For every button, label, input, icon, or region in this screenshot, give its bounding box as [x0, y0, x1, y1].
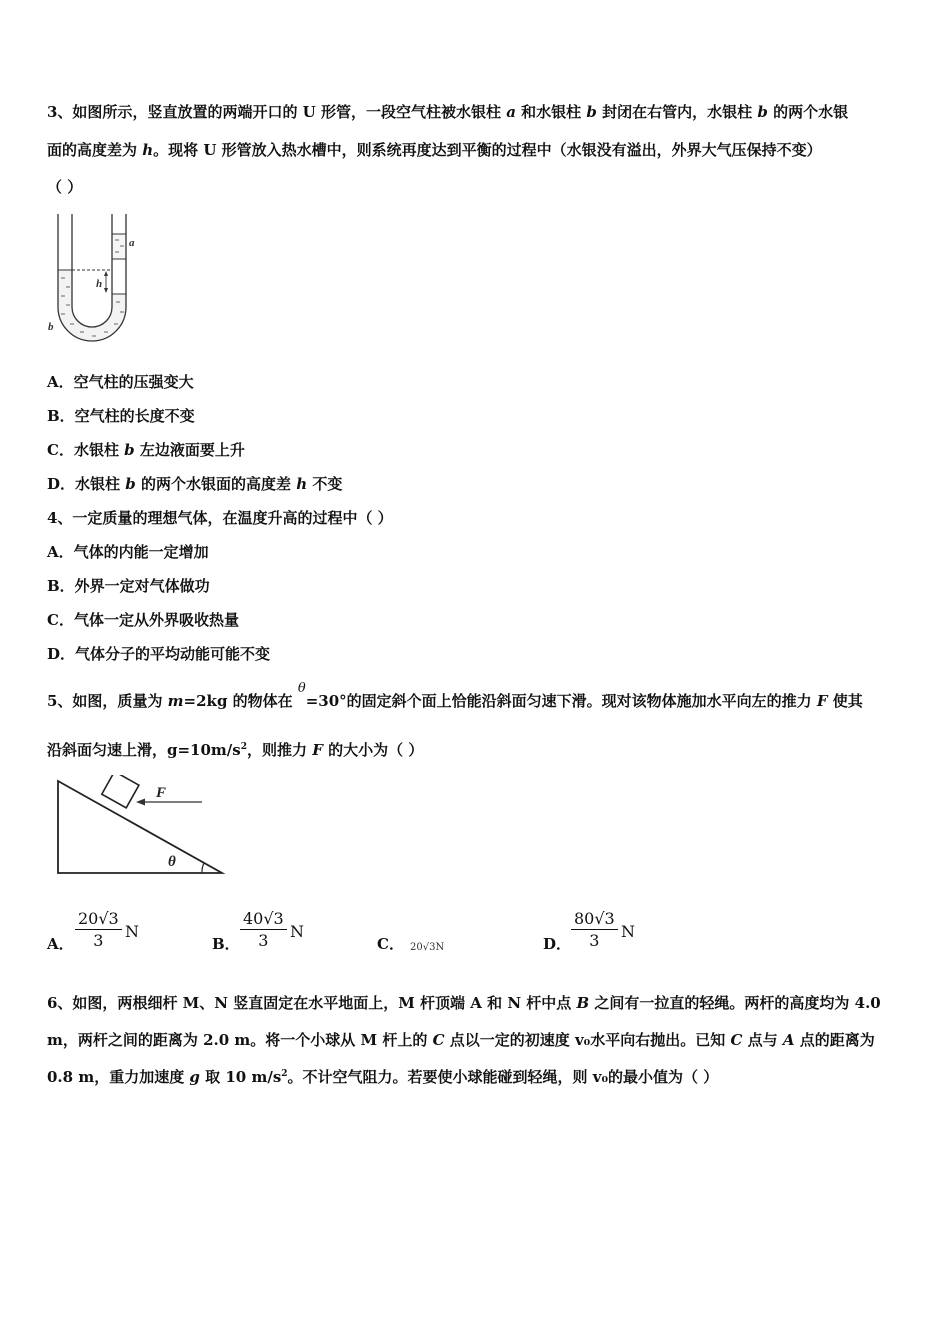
q3-stem-line1: 3、如图所示，竖直放置的两端开口的 U 形管，一段空气柱被水银柱 a 和水银柱 b 封闭在右管内，水银柱 b 的两个水银: [47, 103, 849, 121]
force-arrowhead: [136, 799, 145, 806]
label-F: F: [156, 785, 167, 801]
q5-option-c-label[interactable]: C．: [377, 935, 404, 953]
q5-stem-line2: 沿斜面匀速上滑，$g=10m/s^2$，则推力 F 的大小为（ ）: [47, 741, 424, 759]
block: [102, 775, 139, 808]
q5-stem-line1: 5、如图，质量为 m=2kg 的物体在 θ=30°的固定斜个面上恰能沿斜面匀速下滑。现对该物体施加水平向左的推力 F 使其: [47, 681, 863, 710]
q6-stem-line2: m，两杆之间的距离为 2.0 m。将一个小球从 M 杆上的 C 点以一定的初速度 v₀水平向右抛出。已知 C 点与 A 点的距离为: [47, 1031, 875, 1049]
q4-stem: 4、一定质量的理想气体，在温度升高的过程中（ ）: [47, 509, 393, 527]
q5-option-a-unit: N: [125, 922, 139, 941]
q3-option-c[interactable]: C．水银柱 b 左边液面要上升: [47, 441, 245, 459]
q5-option-d-label[interactable]: D．: [543, 935, 572, 953]
q4-option-c[interactable]: C．气体一定从外界吸收热量: [47, 611, 239, 629]
label-h: h: [96, 278, 103, 290]
q5-option-d-fraction[interactable]: $\frac{80√3}{3}$: [571, 909, 618, 952]
q3-option-d[interactable]: D．水银柱 b 的两个水银面的高度差 h 不变: [47, 475, 343, 493]
q4-option-d[interactable]: D．气体分子的平均动能可能不变: [47, 645, 271, 663]
q6-stem-line1: 6、如图，两根细杆 M、N 竖直固定在水平地面上，M 杆顶端 A 和 N 杆中点 B 之间有一拉直的轻绳。两杆的高度均为 4.0: [47, 994, 881, 1012]
label-theta: θ: [168, 854, 176, 870]
mercury-column-a: [112, 234, 126, 259]
q4-option-a[interactable]: A．气体的内能一定增加: [47, 543, 209, 561]
q5-option-b-fraction[interactable]: $\frac{40√3}{3}$: [240, 909, 287, 952]
incline: [58, 781, 222, 873]
label-b: b: [48, 321, 54, 333]
q5-option-b-unit: N: [290, 922, 304, 941]
q3-answer-bracket: （ ）: [47, 178, 83, 196]
q5-option-b-label[interactable]: B．: [212, 935, 240, 953]
incline-figure: [52, 775, 242, 880]
q4-option-b[interactable]: B．外界一定对气体做功: [47, 577, 210, 595]
q3-option-b[interactable]: B．空气柱的长度不变: [47, 407, 195, 425]
q5-option-a-fraction[interactable]: $\frac{20√3}{3}$: [75, 909, 122, 952]
q5-option-a-label[interactable]: A．: [47, 935, 74, 953]
q6-stem-line3: 0.8 m，重力加速度 g 取 10 $m/s^2$。不计空气阻力。若要使小球能碰到轻绳，则 v₀的最小值为（ ）: [47, 1068, 719, 1086]
q3-stem-line2: 面的高度差为 h。现将 U 形管放入热水槽中，则系统再度达到平衡的过程中（水银没有溢出，外界大气压保持不变）: [47, 141, 822, 159]
u-tube-inner: [72, 214, 112, 327]
q5-option-d-unit: N: [621, 922, 635, 941]
angle-arc: [202, 863, 204, 873]
q5-option-c-value[interactable]: 20√3N: [410, 942, 445, 953]
u-tube-figure: [44, 212, 144, 347]
q3-option-a[interactable]: A．空气柱的压强变大: [47, 373, 194, 391]
label-a: a: [129, 237, 135, 249]
mercury-left: [58, 270, 126, 341]
